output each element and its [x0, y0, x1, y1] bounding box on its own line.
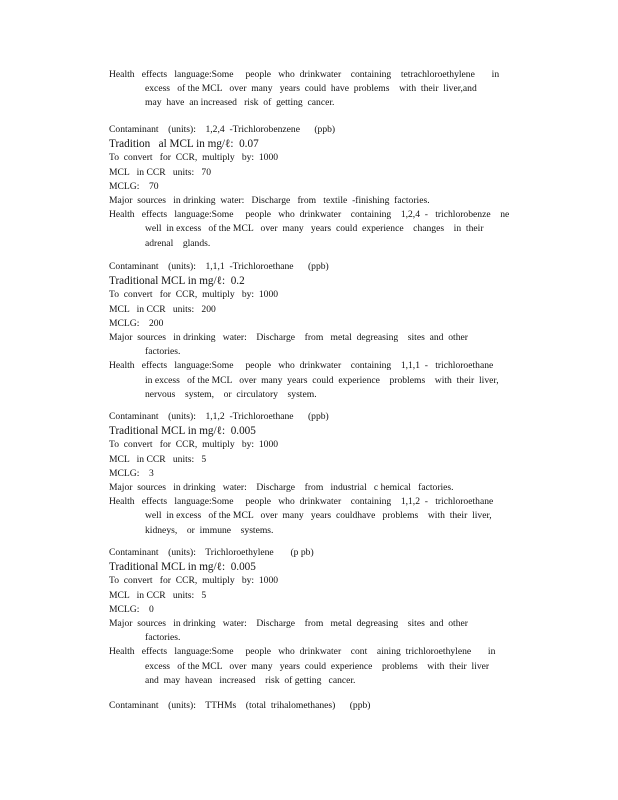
mcl-ccr-units: MCL in CCR units: 5 — [109, 589, 207, 601]
health-effects-line: Health effects language:Some people who drinkwater cont aining trichloroethylene in — [109, 646, 496, 658]
health-effects-line: adrenal glands. — [145, 237, 211, 249]
mclg-value: MCLG: 70 — [109, 180, 159, 192]
health-effects-line: Health effects language:Some people who drinkwater containing 1,2,4 - trichlorobenze ne — [109, 209, 510, 221]
health-effects-line: Health effects language:Some people who drinkwater containing tetrachloroethylene in — [109, 69, 500, 80]
contaminant-section — [109, 410, 549, 538]
major-sources: Major sources in drinking water: Discharge from metal degreasing sites and other — [109, 617, 468, 629]
mcl-ccr-units: MCL in CCR units: 200 — [109, 303, 216, 315]
health-effects-line: in excess of the MCL over many years could experience problems with their liver, — [145, 374, 499, 386]
mclg-value: MCLG: 200 — [109, 317, 164, 329]
traditional-mcl: Traditional MCL in mg/ℓ: 0.005 — [109, 561, 256, 574]
contaminant-heading: Contaminant (units): 1,1,1 -Trichloroethane (ppb) — [109, 261, 329, 272]
health-effects-line: nervous system, or circulatory system. — [145, 388, 317, 400]
contaminant-heading: Contaminant (units): 1,2,4 -Trichlorobenzene (ppb) — [109, 124, 336, 135]
contaminant-section — [109, 546, 549, 688]
health-effects-line: Health effects language:Some people who drinkwater containing 1,1,1 - trichloroethane — [109, 360, 494, 372]
health-effects-line: kidneys, or immune systems. — [145, 524, 274, 536]
convert-factor: To convert for CCR, multiply by: 1000 — [109, 575, 279, 587]
contaminant-heading: Contaminant (units): Trichloroethylene (p pb) — [109, 547, 314, 558]
health-effects-line: excess of the MCL over many years could experience problems with their liver — [145, 660, 490, 672]
mclg-value: MCLG: 3 — [109, 467, 154, 479]
convert-factor: To convert for CCR, multiply by: 1000 — [109, 289, 279, 301]
contaminant-section — [109, 123, 549, 251]
major-sources: Major sources in drinking water: Discharge from metal degreasing sites and other — [109, 331, 468, 343]
mclg-value: MCLG: 0 — [109, 603, 154, 615]
convert-factor: To convert for CCR, multiply by: 1000 — [109, 439, 279, 451]
convert-factor: To convert for CCR, multiply by: 1000 — [109, 152, 279, 164]
major-sources: Major sources in drinking water: Discharge from industrial c hemical factories. — [109, 481, 454, 493]
intro-health-effects — [109, 68, 549, 111]
major-sources: factories. — [145, 346, 181, 358]
mcl-ccr-units: MCL in CCR units: 5 — [109, 453, 207, 465]
health-effects-line: excess of the MCL over many years could have problems with their liver,and — [145, 83, 477, 95]
health-effects-line: may have an increased risk of getting cancer. — [145, 97, 335, 109]
traditional-mcl: Tradition al MCL in mg/ℓ: 0.07 — [109, 138, 259, 151]
health-effects-line: and may havean increased risk of getting cancer. — [145, 674, 356, 686]
health-effects-line: Health effects language:Some people who drinkwater containing 1,1,2 - trichloroethane — [109, 496, 494, 508]
major-sources: Major sources in drinking water: Discharge from textile -finishing factories. — [109, 194, 430, 206]
health-effects-line: well in excess of the MCL over many years could experience changes in their — [145, 223, 484, 235]
contaminant-section — [109, 699, 549, 713]
contaminant-heading: Contaminant (units): TTHMs (total trihalomethanes) (ppb) — [109, 700, 371, 711]
contaminant-section — [109, 260, 549, 402]
traditional-mcl: Traditional MCL in mg/ℓ: 0.2 — [109, 275, 245, 288]
major-sources: factories. — [145, 632, 181, 644]
health-effects-line: well in excess of the MCL over many years couldhave problems with their liver, — [145, 510, 492, 522]
mcl-ccr-units: MCL in CCR units: 70 — [109, 166, 211, 178]
contaminant-heading: Contaminant (units): 1,1,2 -Trichloroethane (ppb) — [109, 411, 329, 422]
traditional-mcl: Traditional MCL in mg/ℓ: 0.005 — [109, 425, 256, 438]
